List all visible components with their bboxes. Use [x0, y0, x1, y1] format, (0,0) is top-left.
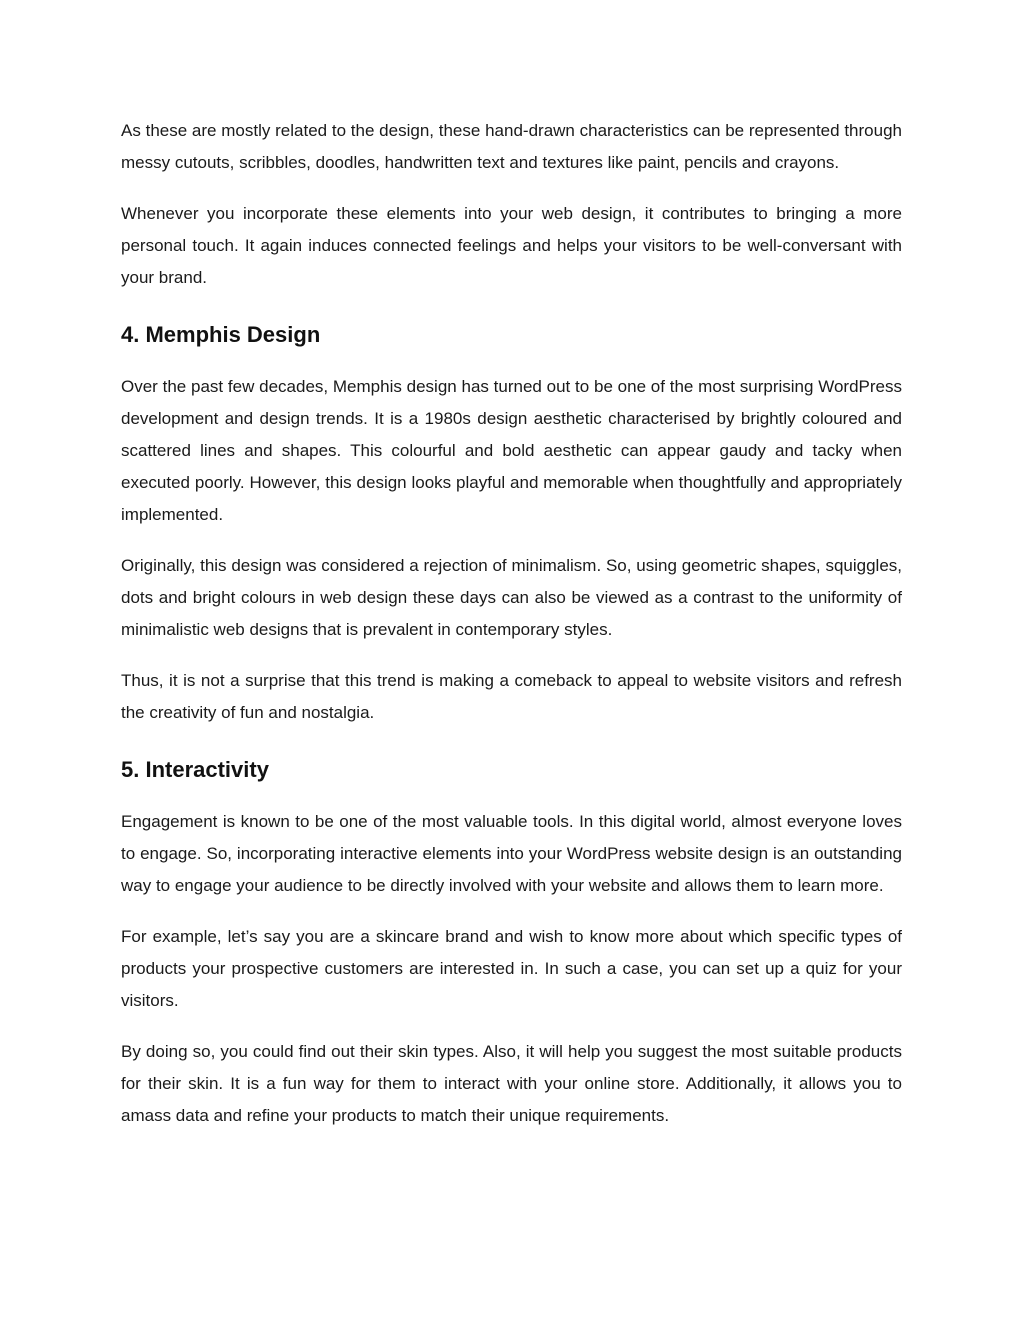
- document-page: [121, 115, 902, 1151]
- section-heading-interactivity: 5. Interactivity: [121, 757, 269, 782]
- intro-paragraph-2: Whenever you incorporate these elements into your web design, it contributes to bringing a more personal touch. It again induces connected feelings and helps your visitors to be well-conversant with your brand.: [121, 204, 902, 287]
- memphis-paragraph-3: Thus, it is not a surprise that this trend is making a comeback to appeal to website visitors and refresh the creativity of fun and nostalgia.: [121, 671, 902, 722]
- memphis-paragraph-1: Over the past few decades, Memphis design has turned out to be one of the most surprising WordPress development and design trends. It is a 1980s design aesthetic characterised by brightly coloured and scattered lines and shapes. This colourful and bold aesthetic can appear gaudy and tacky when executed poorly. However, this design looks playful and memorable when thoughtfully and appropriately implemented.: [121, 377, 902, 524]
- section-heading-memphis-design: 4. Memphis Design: [121, 322, 321, 347]
- interactivity-paragraph-2: For example, let’s say you are a skincare brand and wish to know more about which specific types of products your prospective customers are interested in. In such a case, you can set up a quiz for your visitors.: [121, 927, 902, 1010]
- interactivity-paragraph-3: By doing so, you could find out their skin types. Also, it will help you suggest the most suitable products for their skin. It is a fun way for them to interact with your online store. Additionally, it allows you to amass data and refine your products to match their unique requirements.: [121, 1042, 902, 1125]
- intro-paragraph-1: As these are mostly related to the design, these hand-drawn characteristics can be represented through messy cutouts, scribbles, doodles, handwritten text and textures like paint, pencils and crayons.: [121, 121, 902, 172]
- interactivity-paragraph-1: Engagement is known to be one of the most valuable tools. In this digital world, almost everyone loves to engage. So, incorporating interactive elements into your WordPress website design is an outstanding way to engage your audience to be directly involved with your website and allows them to learn more.: [121, 812, 902, 895]
- memphis-paragraph-2: Originally, this design was considered a rejection of minimalism. So, using geometric shapes, squiggles, dots and bright colours in web design these days can also be viewed as a contrast to the uniformity of minimalistic web designs that is prevalent in contemporary styles.: [121, 556, 902, 639]
